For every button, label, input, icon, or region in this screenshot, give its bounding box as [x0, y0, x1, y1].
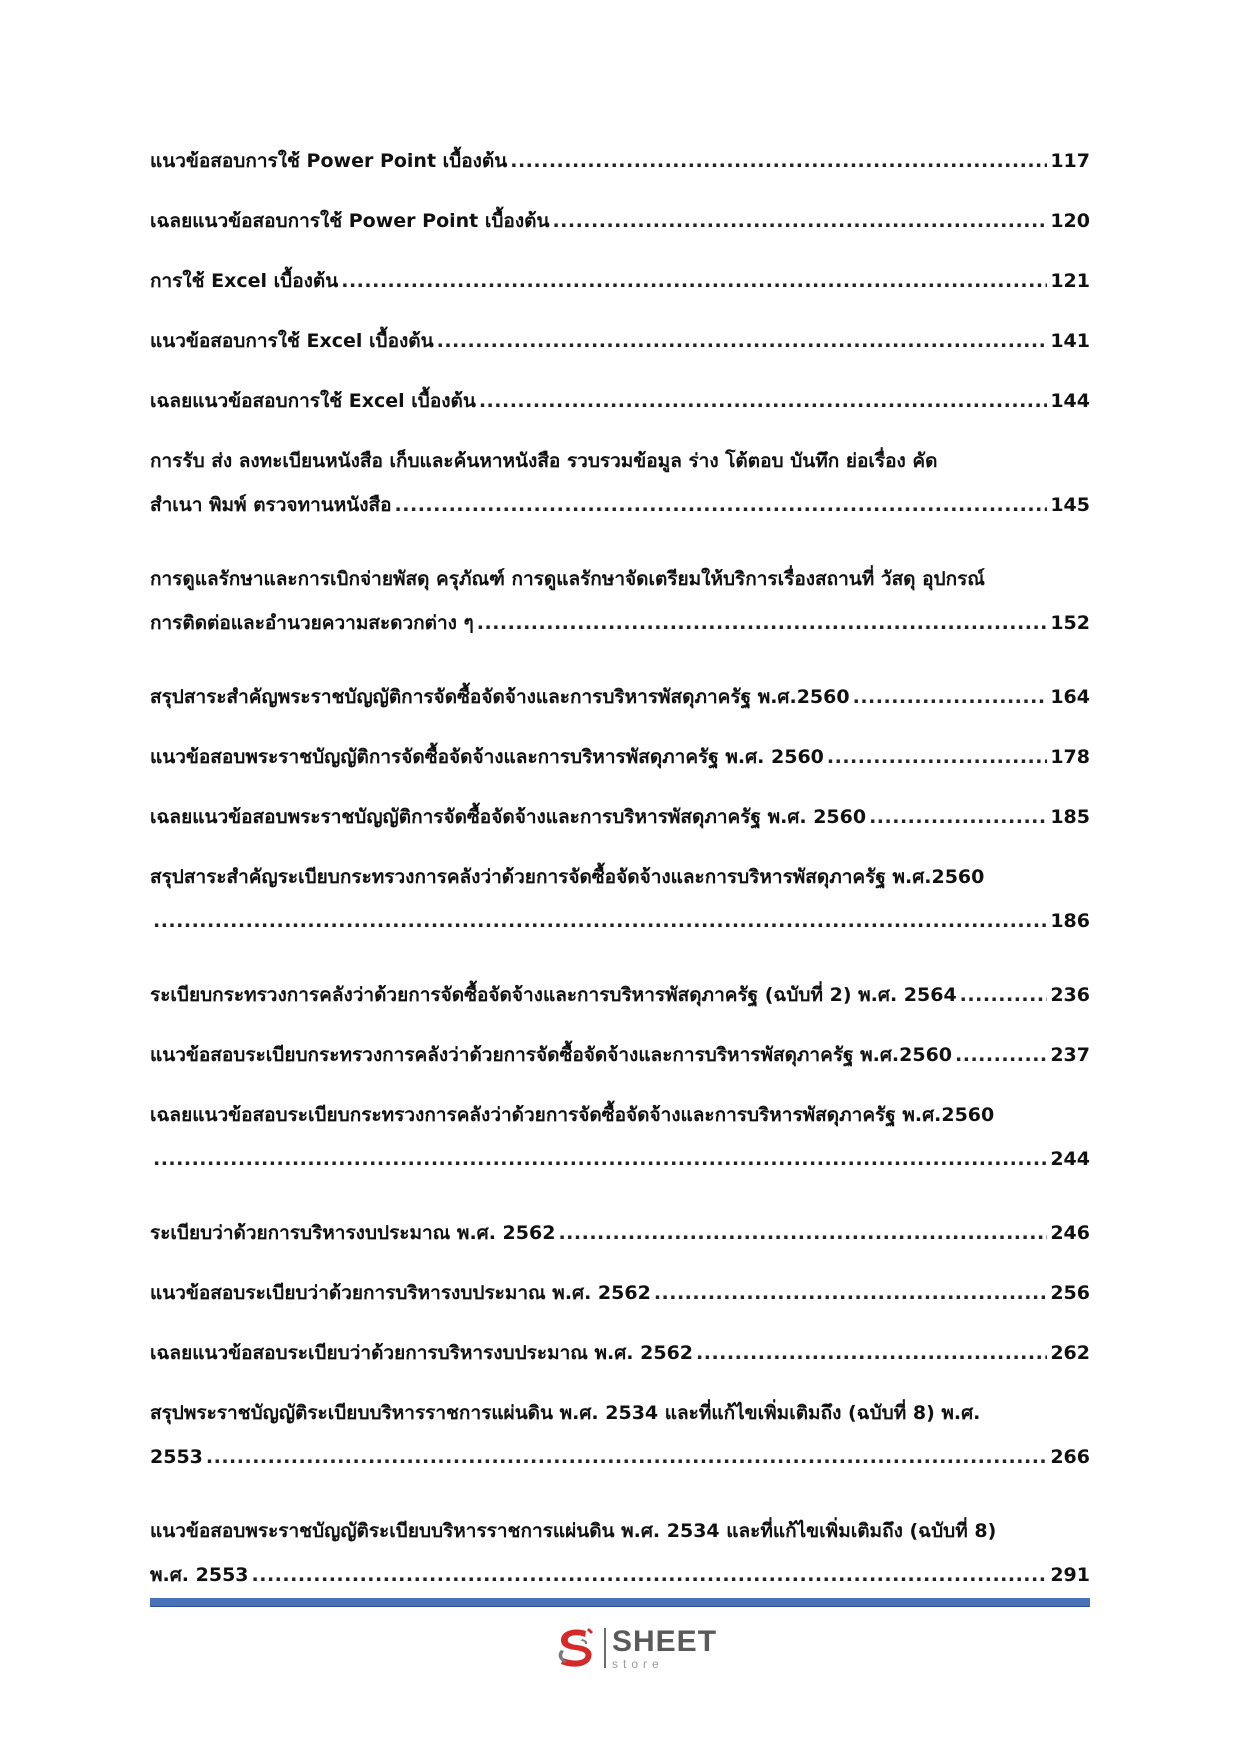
toc-leader-dots — [477, 608, 1048, 638]
toc-entry-title: เฉลยแนวข้อสอบระเบียบกระทรวงการคลังว่าด้วยการจัดซื้อจัดจ้างและการบริหารพัสดุภาครัฐ พ.ศ.2560 — [150, 1104, 995, 1126]
toc-entry-title: เฉลยแนวข้อสอบการใช้ Excel เบื้องต้น — [150, 390, 476, 412]
toc-page-number: 144 — [1050, 390, 1090, 412]
logo-separator — [604, 1628, 606, 1668]
toc-page-number: 262 — [1050, 1342, 1090, 1364]
toc-entry-line — [150, 1040, 1090, 1070]
toc-entry — [150, 326, 1090, 356]
footer-rule — [150, 1598, 1090, 1607]
toc-entry-title: สำเนา พิมพ์ ตรวจทานหนังสือ — [150, 494, 392, 516]
toc-entry — [150, 146, 1090, 176]
toc-page-number: 120 — [1050, 210, 1090, 232]
toc-entry-line — [150, 564, 1090, 594]
toc-entry — [150, 862, 1090, 936]
toc-page-number: 178 — [1050, 746, 1090, 768]
logo-text: SHEET — [612, 1624, 718, 1658]
toc-entry — [150, 802, 1090, 832]
toc-entry-title: พ.ศ. 2553 — [150, 1564, 249, 1586]
toc-entry-title: แนวข้อสอบการใช้ Power Point เบื้องต้น — [150, 150, 508, 172]
toc-entry-title: การติดต่อและอำนวยความสะดวกต่าง ๆ — [150, 612, 474, 634]
toc-entry-line — [150, 146, 1090, 176]
toc-leader-dots — [395, 490, 1048, 520]
toc-page-number: 185 — [1050, 806, 1090, 828]
toc-entry — [150, 1516, 1090, 1590]
toc-leader-dots — [479, 386, 1047, 416]
toc-page-number: 246 — [1050, 1222, 1090, 1244]
toc-entry-line — [150, 906, 1090, 936]
sheet-store-s-icon — [552, 1625, 598, 1671]
toc-entry-line — [150, 1144, 1090, 1174]
logo-wordmark — [612, 1624, 718, 1671]
toc-entry — [150, 266, 1090, 296]
toc-leader-dots — [955, 1040, 1047, 1070]
toc-entry-line — [150, 490, 1090, 520]
toc-page-number: 117 — [1050, 150, 1090, 172]
toc-entry — [150, 446, 1090, 520]
toc-entry-line — [150, 1516, 1090, 1546]
toc-page-number: 164 — [1050, 686, 1090, 708]
toc-entry-title: เฉลยแนวข้อสอบระเบียบว่าด้วยการบริหารงบประมาณ พ.ศ. 2562 — [150, 1342, 694, 1364]
toc-leader-dots — [437, 326, 1048, 356]
toc-page-number: 256 — [1050, 1282, 1090, 1304]
toc-leader-dots — [827, 742, 1047, 772]
toc-page-number: 141 — [1050, 330, 1090, 352]
toc-leader-dots — [853, 682, 1048, 712]
toc-entry-line — [150, 1100, 1090, 1130]
toc-entry-title: สรุปสาระสำคัญพระราชบัญญัติการจัดซื้อจัดจ้างและการบริหารพัสดุภาครัฐ พ.ศ.2560 — [150, 686, 850, 708]
toc-page-number: 236 — [1050, 984, 1090, 1006]
toc-entry — [150, 386, 1090, 416]
toc-entry — [150, 1040, 1090, 1070]
toc-entry-title: การใช้ Excel เบื้องต้น — [150, 270, 339, 292]
toc-entry-line — [150, 862, 1090, 892]
toc-entry-line — [150, 608, 1090, 638]
toc-entry — [150, 1278, 1090, 1308]
toc-leader-dots — [206, 1442, 1047, 1472]
toc-entry-title: การดูแลรักษาและการเบิกจ่ายพัสดุ ครุภัณฑ์ การดูแลรักษาจัดเตรียมให้บริการเรื่องสถานที่ วัสดุ อุปกรณ์ — [150, 568, 985, 590]
toc-page-number: 244 — [1050, 1148, 1090, 1170]
toc-entry — [150, 1100, 1090, 1174]
toc-entry — [150, 564, 1090, 638]
toc-entry-line — [150, 266, 1090, 296]
toc-leader-dots — [558, 1218, 1047, 1248]
toc-entry-line — [150, 446, 1090, 476]
toc-entry-line — [150, 1398, 1090, 1428]
toc-entry-line — [150, 682, 1090, 712]
toc-entry-title: เฉลยแนวข้อสอบการใช้ Power Point เบื้องต้น — [150, 210, 550, 232]
table-of-contents — [150, 146, 1090, 1634]
toc-entry — [150, 980, 1090, 1010]
toc-entry — [150, 1218, 1090, 1248]
toc-entry-title: แนวข้อสอบพระราชบัญญัติระเบียบบริหารราชการแผ่นดิน พ.ศ. 2534 และที่แก้ไขเพิ่มเติมถึง (ฉบับที่ 8) — [150, 1520, 997, 1542]
toc-entry-line — [150, 1338, 1090, 1368]
toc-entry-title: การรับ ส่ง ลงทะเบียนหนังสือ เก็บและค้นหาหนังสือ รวบรวมข้อมูล ร่าง โต้ตอบ บันทึก ย่อเรื่อง คัด — [150, 450, 938, 472]
toc-leader-dots — [510, 146, 1047, 176]
toc-entry — [150, 1338, 1090, 1368]
toc-leader-dots — [552, 206, 1047, 236]
toc-entry-title: แนวข้อสอบระเบียบว่าด้วยการบริหารงบประมาณ พ.ศ. 2562 — [150, 1282, 651, 1304]
toc-entry-title: เฉลยแนวข้อสอบพระราชบัญญัติการจัดซื้อจัดจ้างและการบริหารพัสดุภาครัฐ พ.ศ. 2560 — [150, 806, 867, 828]
toc-leader-dots — [341, 266, 1047, 296]
toc-entry — [150, 1398, 1090, 1472]
toc-page-number: 145 — [1050, 494, 1090, 516]
toc-entry-title: สรุปพระราชบัญญัติระเบียบบริหารราชการแผ่นดิน พ.ศ. 2534 และที่แก้ไขเพิ่มเติมถึง (ฉบับที่ 8) พ.ศ. — [150, 1402, 981, 1424]
toc-entry-line — [150, 1278, 1090, 1308]
toc-entry-title: ระเบียบว่าด้วยการบริหารงบประมาณ พ.ศ. 2562 — [150, 1222, 556, 1244]
toc-page-number: 186 — [1050, 910, 1090, 932]
logo-subtext: store — [612, 1656, 664, 1671]
toc-leader-dots — [869, 802, 1047, 832]
toc-leader-dots — [960, 980, 1048, 1010]
toc-entry-line — [150, 1218, 1090, 1248]
toc-entry-line — [150, 742, 1090, 772]
toc-entry-line — [150, 802, 1090, 832]
toc-entry — [150, 742, 1090, 772]
toc-entry-line — [150, 386, 1090, 416]
toc-entry-line — [150, 1442, 1090, 1472]
toc-page-number: 291 — [1050, 1564, 1090, 1586]
toc-entry — [150, 682, 1090, 712]
toc-page-number: 121 — [1050, 270, 1090, 292]
toc-leader-dots — [153, 1144, 1047, 1174]
toc-entry-line — [150, 206, 1090, 236]
toc-entry-title: 2553 — [150, 1446, 203, 1468]
toc-entry-title: แนวข้อสอบระเบียบกระทรวงการคลังว่าด้วยการจัดซื้อจัดจ้างและการบริหารพัสดุภาครัฐ พ.ศ.2560 — [150, 1044, 953, 1066]
toc-page-number: 237 — [1050, 1044, 1090, 1066]
toc-entry-title: ระเบียบกระทรวงการคลังว่าด้วยการจัดซื้อจัดจ้างและการบริหารพัสดุภาครัฐ (ฉบับที่ 2) พ.ศ. 2564 — [150, 984, 957, 1006]
toc-page-number: 266 — [1050, 1446, 1090, 1468]
toc-page-number: 152 — [1050, 612, 1090, 634]
toc-leader-dots — [696, 1338, 1047, 1368]
toc-entry-title: แนวข้อสอบการใช้ Excel เบื้องต้น — [150, 330, 434, 352]
toc-leader-dots — [252, 1560, 1048, 1590]
toc-entry-title: สรุปสาระสำคัญระเบียบกระทรวงการคลังว่าด้วยการจัดซื้อจัดจ้างและการบริหารพัสดุภาครัฐ พ.ศ.2560 — [150, 866, 985, 888]
toc-entry-line — [150, 980, 1090, 1010]
toc-entry-title: แนวข้อสอบพระราชบัญญัติการจัดซื้อจัดจ้างและการบริหารพัสดุภาครัฐ พ.ศ. 2560 — [150, 746, 824, 768]
toc-leader-dots — [654, 1278, 1048, 1308]
sheet-store-logo — [552, 1620, 722, 1676]
toc-entry-line — [150, 326, 1090, 356]
toc-entry-line — [150, 1560, 1090, 1590]
toc-leader-dots — [153, 906, 1047, 936]
toc-entry — [150, 206, 1090, 236]
